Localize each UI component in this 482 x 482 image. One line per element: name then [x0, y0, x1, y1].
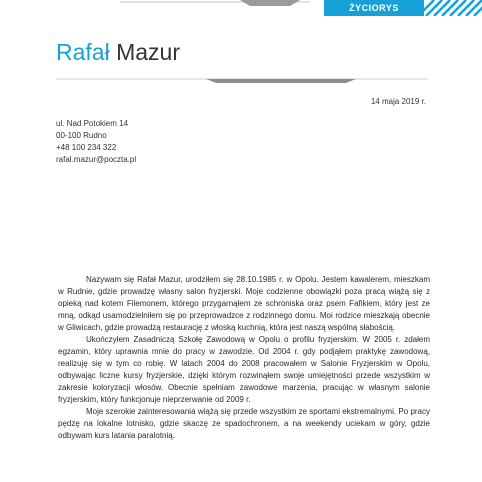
person-name: [56, 38, 180, 66]
letter-body: [58, 274, 430, 442]
letter-paragraph: Moje szerokie zainteresowania wiążą się przede wszystkim ze sportami ekstremalnymi. Po pracy pędzę na lokalne lotnisko, gdzie skaczę ze spadochronem, a na weekendy uciekam w góry, gdzie odbywam kurs latania paralotnią.: [58, 407, 430, 440]
last-name: Mazur: [116, 39, 180, 65]
sender-address: [56, 118, 136, 166]
address-street: ul. Nad Potokiem 14: [56, 119, 129, 128]
first-name: Rafał: [56, 39, 110, 65]
address-postal-city: 00-100 Rudno: [56, 131, 107, 140]
letter-paragraph: Nazywam się Rafał Mazur, urodziłem się 28.10.1985 r. w Opolu. Jestem kawalerem, mieszkam w Rudnie, gdzie prowadzę własny salon fryzjerski. Moje codzienne obowiązki poza pracą wiążą się z opieką nad kotem Filemonem, którego przygarnąłem ze schroniska oraz psem Fafikiem, który jest ze mną, odkąd usamodzielniłem się po przeprowadzce z rodzinnego domu. Moi rodzice mieszkają obecnie w Gliwicach, gdzie prowadzą restaurację z włoską kuchnią, która jest naszą wspólną słabością.: [58, 275, 430, 332]
letter-date: 14 maja 2019 r.: [370, 97, 426, 106]
diagonal-stripes-decoration: [424, 0, 482, 16]
address-email: rafal.mazur@poczta.pl: [56, 155, 137, 164]
letter-paragraph: Ukończyłem Zasadniczą Szkołę Zawodową w Opolu o profilu fryzjerskim. W 2005 r. zdałem egzamin, który uprawnia mnie do pracy w zawodzie. Od 2004 r. gdy podjąłem praktykę zawodową, realizuję się w tym co robię. W latach 2004 do 2008 pracowałem w Salonie Fryzjerskim w Opolu, odbywając liczne kursy fryzjerskie, dzięki którym rozwinąłem swoje umiejętności przede wszystkim w zakresie koloryzacji włosów. Obecnie spełniam zawodowe marzenia, pracując w własnym salonie fryzjerskim, który funkcjonuje nieprzerwanie od 2009 r.: [58, 335, 430, 404]
header-tab-label: ŻYCIORYS: [349, 3, 399, 13]
address-phone: +48 100 234 322: [56, 143, 117, 152]
name-divider: [56, 77, 428, 87]
